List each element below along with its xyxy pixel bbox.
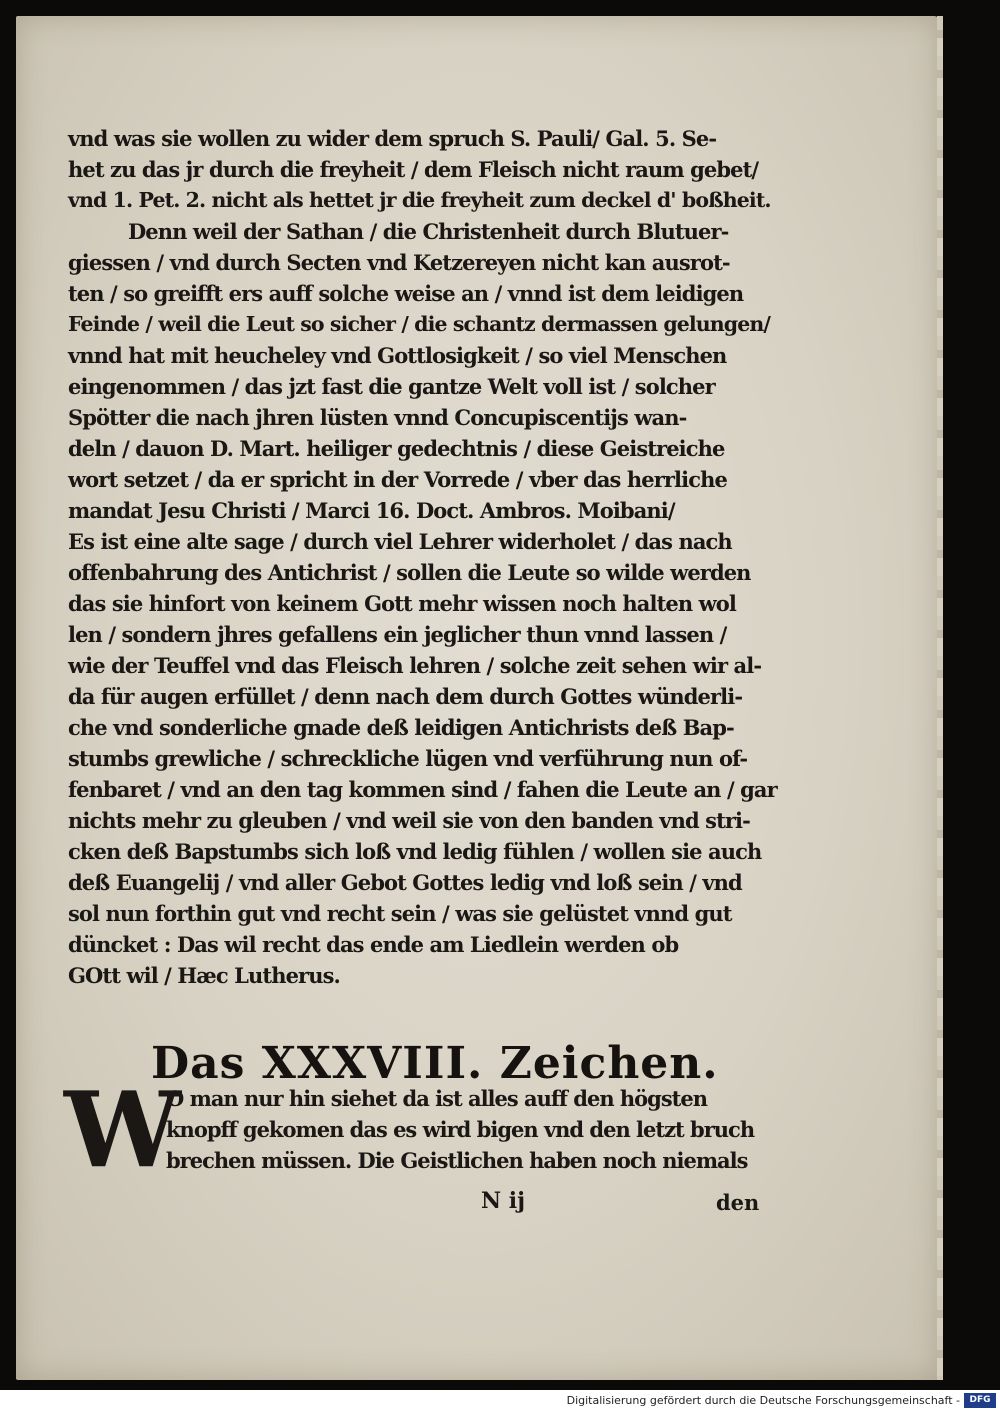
chapter-heading: Das XXXVIII. Zeichen. (151, 1038, 719, 1089)
signature-mark: N ij (481, 1188, 526, 1214)
text-line: che vnd sonderliche gnade deß leidigen Antichrists deß Bap- (68, 715, 734, 740)
text-line: wort setzet / da er spricht in der Vorrede / vber das herrliche (68, 467, 727, 492)
text-line: Spötter die nach jhren lüsten vnnd Concupiscentijs wan- (68, 405, 687, 430)
text-line: deln / dauon D. Mart. heiliger gedechtnis / diese Geistreiche (68, 436, 725, 461)
funding-credit: Digitalisierung gefördert durch die Deutsche Forschungsgemeinschaft - (566, 1394, 960, 1407)
text-line: das sie hinfort von keinem Gott mehr wissen noch halten wol (68, 591, 736, 616)
text-line: knopff gekomen das es wird bigen vnd den letzt bruch (166, 1117, 755, 1142)
text-line: eingenommen / das jzt fast die gantze Welt voll ist / solcher (68, 374, 715, 399)
text-line: fenbaret / vnd an den tag kommen sind / fahen die Leute an / gar (68, 777, 777, 802)
text-line: len / sondern jhres gefallens ein jeglicher thun vnnd lassen / (68, 622, 727, 647)
text-line: sol nun forthin gut vnd recht sein / was sie gelüstet vnnd gut (68, 901, 732, 926)
text-line: düncket : Das wil recht das ende am Liedlein werden ob (68, 932, 679, 957)
text-line: offenbahrung des Antichrist / sollen die Leute so wilde werden (68, 560, 751, 585)
text-line: mandat Jesu Christi / Marci 16. Doct. Ambros. Moibani/ (68, 498, 675, 523)
text-line: Feinde / weil die Leut so sicher / die schantz dermassen gelungen/ (68, 312, 770, 336)
text-line: deß Euangelij / vnd aller Gebot Gottes ledig vnd loß sein / vnd (68, 870, 742, 895)
text-line: brechen müssen. Die Geistlichen haben noch niemals (166, 1148, 748, 1173)
text-line: vnd 1. Pet. 2. nicht als hettet jr die freyheit zum deckel d' boßheit. (68, 188, 771, 212)
text-line: O man nur hin siehet da ist alles auff den högsten (166, 1086, 708, 1111)
text-line: da für augen erfüllet / denn nach dem durch Gottes wünderli- (68, 684, 743, 709)
dfg-logo: DFG (964, 1393, 996, 1408)
text-line: stumbs grewliche / schreckliche lügen vnd verführung nun of- (68, 746, 748, 771)
text-line: giessen / vnd durch Secten vnd Ketzereyen nicht kan ausrot- (68, 250, 730, 275)
text-line: nichts mehr zu gleuben / vnd weil sie von den banden vnd stri- (68, 808, 750, 833)
text-line: ten / so greifft ers auff solche weise an / vnnd ist dem leidigen (68, 281, 744, 306)
text-line: vnd was sie wollen zu wider dem spruch S. Pauli/ Gal. 5. Se- (68, 126, 717, 151)
text-line: cken deß Bapstumbs sich loß vnd ledig fühlen / wollen sie auch (68, 839, 762, 864)
body-text (68, 123, 778, 991)
catchword: den (716, 1190, 760, 1215)
text-line: vnnd hat mit heucheley vnd Gottlosigkeit / so viel Menschen (68, 343, 727, 368)
text-line: wie der Teuffel vnd das Fleisch lehren / solche zeit sehen wir al- (68, 653, 762, 678)
drop-cap-initial: W (64, 1068, 181, 1191)
text-line: het zu das jr durch die freyheit / dem Fleisch nicht raum gebet/ (68, 157, 759, 182)
text-line: Es ist eine alte sage / durch viel Lehrer widerholet / das nach (68, 529, 732, 554)
footer-bar (0, 1390, 1000, 1413)
chapter-opening-text (166, 1083, 786, 1176)
text-line: GOtt wil / Hæc Lutherus. (68, 963, 340, 988)
text-line: Denn weil der Sathan / die Christenheit durch Blutuer- (128, 219, 729, 244)
book-page (16, 16, 940, 1380)
